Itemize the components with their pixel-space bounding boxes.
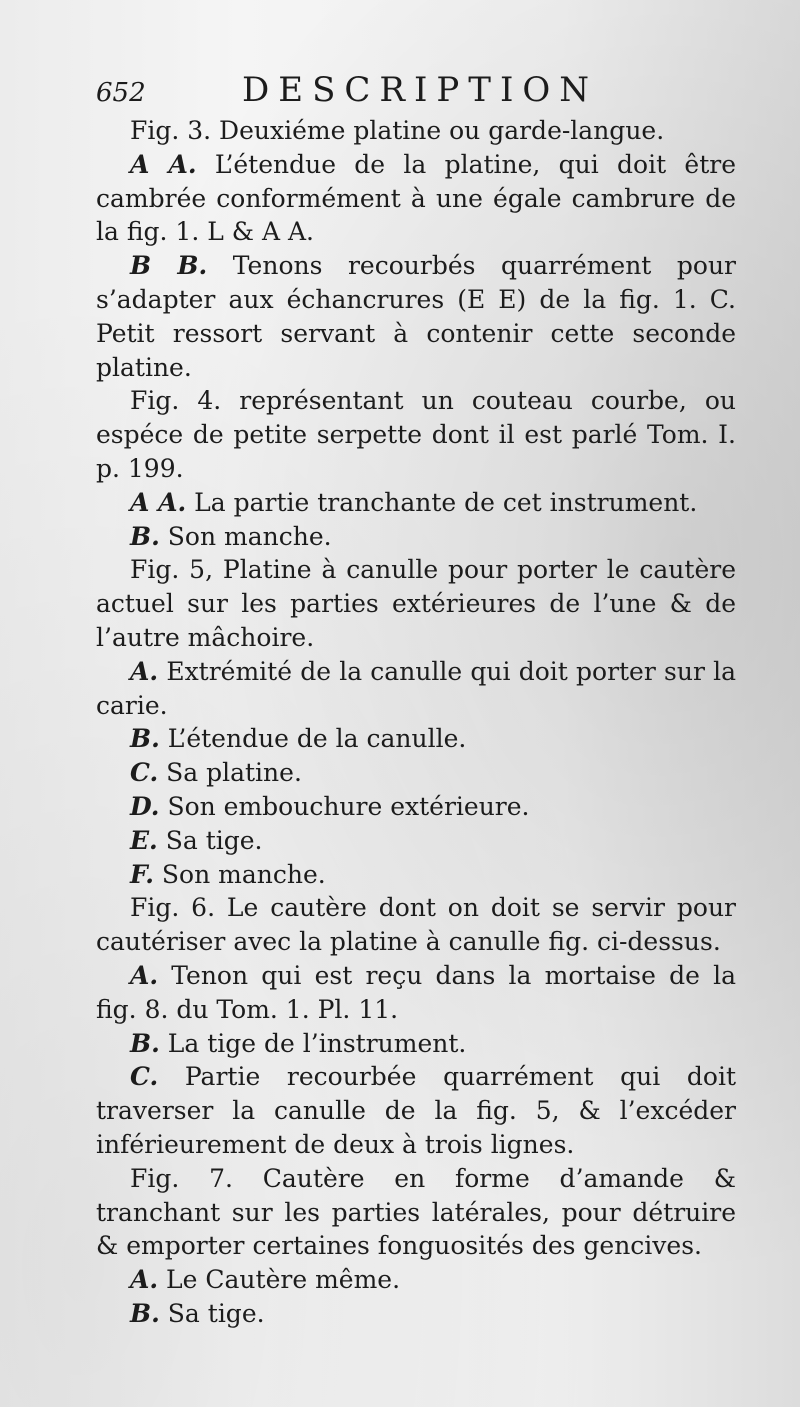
running-title: DESCRIPTION [242, 70, 599, 110]
paragraph-text: Extrémité de la canulle qui doit porter sur la carie. [96, 656, 736, 720]
paragraph-3 [96, 249, 736, 384]
figure-reference: B. [130, 724, 160, 754]
paragraph-text: Tenon qui est reçu dans la mortaise de la fig. 8. du Tom. 1. Pl. 11. [96, 960, 736, 1024]
paragraph-4 [96, 384, 736, 485]
paragraph-18 [96, 1162, 736, 1263]
paragraph-text: Le Cautère même. [158, 1265, 401, 1295]
paragraph-20 [96, 1297, 736, 1331]
paragraph-text: Son manche. [153, 859, 326, 889]
figure-reference: D. [130, 791, 160, 821]
figure-reference: B. [130, 1298, 160, 1328]
paragraph-10 [96, 756, 736, 790]
paragraph-6 [96, 520, 736, 554]
figure-reference: C. [130, 758, 159, 788]
paragraph-1 [96, 114, 736, 148]
paragraph-14 [96, 891, 736, 959]
paragraph-5 [96, 486, 736, 520]
figure-reference: B. [130, 521, 160, 551]
paragraph-text: Fig. 4. représentant un couteau courbe, ou espéce de petite serpette dont il est parlé Tom. I. p. 199. [96, 386, 736, 483]
figure-reference: E. [130, 825, 158, 855]
paragraph-text: La tige de l’instrument. [159, 1028, 467, 1058]
paragraph-2 [96, 148, 736, 249]
page-number: 652 [96, 78, 146, 108]
paragraph-text: Fig. 5, Platine à canulle pour porter le cautère actuel sur les parties extérieures de l’une & de l’autre mâchoire. [96, 555, 736, 652]
figure-reference: F. [130, 859, 154, 889]
paragraph-17 [96, 1060, 736, 1161]
paragraph-9 [96, 722, 736, 756]
figure-reference: B. [130, 1028, 160, 1058]
figure-reference: B B. [130, 251, 208, 281]
paragraph-text: L’étendue de la canulle. [159, 724, 467, 754]
paragraph-15 [96, 959, 736, 1027]
paragraph-12 [96, 824, 736, 858]
figure-reference: A. [130, 656, 159, 686]
page-text [96, 114, 736, 1331]
paragraph-text: L’étendue de la platine, qui doit être cambrée conformément à une égale cambrure de la fig. 1. L & A A. [96, 149, 737, 247]
figure-reference: A. [130, 1265, 159, 1295]
paragraph-text: Partie recourbée quarrément qui doit traverser la canulle de la fig. 5, & l’excéder inférieurement de deux à trois lignes. [96, 1062, 736, 1159]
paragraph-16 [96, 1027, 736, 1061]
paragraph-text: Fig. 7. Cautère en forme d’amande & tranchant sur les parties latérales, pour détruire & emporter certaines fonguosités des gencives. [96, 1163, 736, 1261]
paragraph-text: Sa platine. [158, 758, 302, 788]
paragraph-7 [96, 553, 736, 654]
paragraph-text: Fig. 3. Deuxiéme platine ou garde-langue. [130, 116, 665, 145]
paragraph-text: Tenons recourbés quarrément pour s’adapter aux échancrures (E E) de la fig. 1. C. Petit ressort servant à contenir cette seconde platine. [96, 251, 736, 382]
paragraph-13 [96, 858, 736, 892]
figure-reference: A A. [130, 487, 187, 517]
paragraph-19 [96, 1263, 736, 1297]
figure-reference: C. [130, 1062, 159, 1092]
page-header [96, 70, 746, 114]
figure-reference: A. [130, 960, 159, 990]
paragraph-text: Son manche. [159, 521, 332, 551]
paragraph-text: Fig. 6. Le cautère dont on doit se servir pour cautériser avec la platine à canulle fig. ci-dessus. [96, 893, 736, 957]
paragraph-text: Sa tige. [157, 825, 263, 855]
paragraph-8 [96, 655, 736, 723]
paragraph-text: Son embouchure extérieure. [159, 791, 530, 821]
paragraph-text: Sa tige. [159, 1298, 265, 1328]
figure-reference: A A. [130, 149, 197, 179]
paragraph-11 [96, 790, 736, 824]
paragraph-text: La partie tranchante de cet instrument. [186, 487, 698, 517]
